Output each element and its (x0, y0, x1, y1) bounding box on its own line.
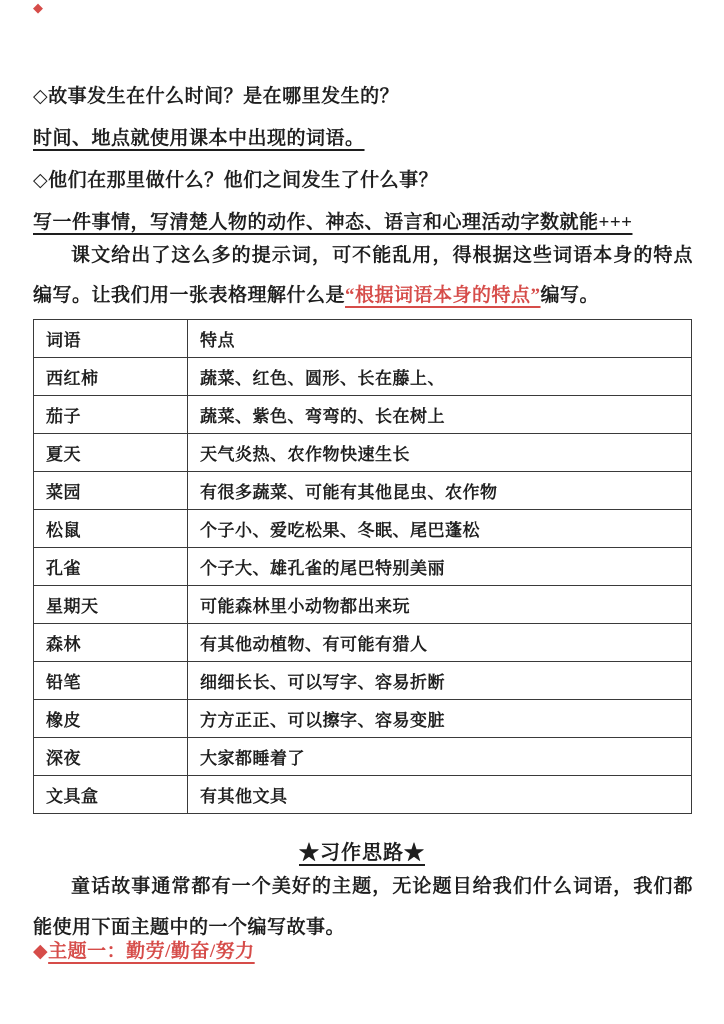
word-cell: 菜园 (34, 472, 188, 510)
feature-cell: 有其他文具 (188, 776, 692, 814)
table-row (34, 358, 692, 396)
table-row (34, 700, 692, 738)
word-cell: 森林 (34, 624, 188, 662)
feature-cell: 蔬菜、红色、圆形、长在藤上、 (188, 358, 692, 396)
table-row (34, 472, 692, 510)
feature-cell: 有很多蔬菜、可能有其他昆虫、农作物 (188, 472, 692, 510)
red-diamond-icon: ◆ (33, 0, 43, 15)
feature-cell: 有其他动植物、有可能有猎人 (188, 624, 692, 662)
answer-line-1: 时间、地点就使用课本中出现的词语。 (33, 128, 365, 149)
table-header-row (34, 320, 692, 358)
table-row (34, 434, 692, 472)
table-row (34, 396, 692, 434)
closing-paragraph: 童话故事通常都有一个美好的主题，无论题目给我们什么词语，我们都能使用下面主题中的一个编写故事。 (33, 876, 693, 938)
answer-line-2: 写一件事情，写清楚人物的动作、神态、语言和心理活动字数就能+++ (33, 212, 633, 233)
word-table-body (34, 358, 692, 814)
feature-cell: 蔬菜、紫色、弯弯的、长在树上 (188, 396, 692, 434)
question-line-2: ◇他们在那里做什么？他们之间发生了什么事？ (33, 170, 439, 191)
word-cell: 文具盒 (34, 776, 188, 814)
intro-highlight-text: “根据词语本身的特点” (345, 285, 541, 306)
theme-line (33, 936, 255, 963)
feature-cell: 可能森林里小动物都出来玩 (188, 586, 692, 624)
table-row (34, 662, 692, 700)
word-cell: 深夜 (34, 738, 188, 776)
intro-lead-text: 课文给出了这么多的提示词，可不能乱用，得根据这些词语本身的特点编写。让我们用一张表格理解什么是 (33, 245, 693, 306)
word-cell: 孔雀 (34, 548, 188, 586)
feature-cell: 细细长长、可以写字、容易折断 (188, 662, 692, 700)
feature-cell: 方方正正、可以擦字、容易变脏 (188, 700, 692, 738)
word-cell: 铅笔 (34, 662, 188, 700)
word-feature-table (33, 319, 692, 814)
feature-cell: 个子大、雄孔雀的尾巴特别美丽 (188, 548, 692, 586)
intro-paragraph (33, 236, 693, 316)
table-row (34, 548, 692, 586)
feature-cell: 个子小、爱吃松果、冬眠、尾巴蓬松 (188, 510, 692, 548)
table-row (34, 510, 692, 548)
table-row (34, 586, 692, 624)
word-cell: 橡皮 (34, 700, 188, 738)
word-cell: 夏天 (34, 434, 188, 472)
feature-cell: 大家都睡着了 (188, 738, 692, 776)
table-row (34, 624, 692, 662)
word-cell: 星期天 (34, 586, 188, 624)
feature-column-header: 特点 (188, 320, 692, 358)
theme-text: 主题一：勤劳/勤奋/努力 (48, 941, 255, 962)
intro-tail-text: 编写。 (540, 285, 600, 306)
theme-diamond-icon: ◆ (33, 941, 49, 962)
table-row (34, 776, 692, 814)
word-cell: 西红柿 (34, 358, 188, 396)
table-row (34, 738, 692, 776)
question-answer-block (33, 84, 693, 252)
section-title: ★习作思路★ (299, 842, 425, 864)
question-line-1: ◇故事发生在什么时间？是在哪里发生的？ (33, 86, 400, 107)
word-cell: 茄子 (34, 396, 188, 434)
word-cell: 松鼠 (34, 510, 188, 548)
feature-cell: 天气炎热、农作物快速生长 (188, 434, 692, 472)
word-column-header: 词语 (34, 320, 188, 358)
